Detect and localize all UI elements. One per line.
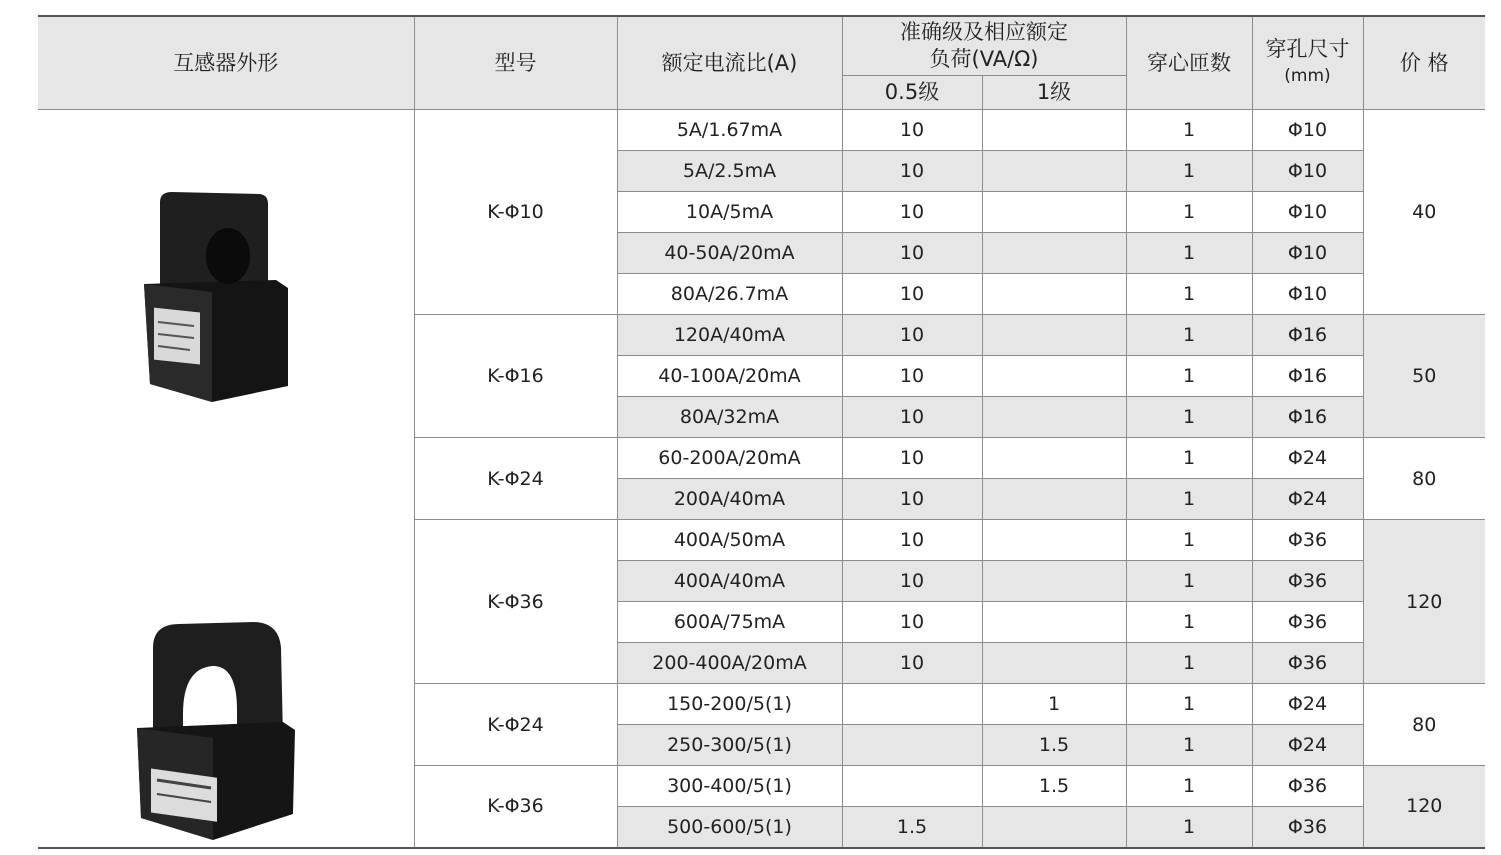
ratio-cell: 500-600/5(1) [617,807,842,848]
product-image-cell [38,110,414,848]
hole-size-cell: Φ36 [1252,766,1363,807]
ratio-cell: 400A/50mA [617,520,842,561]
turns-cell: 1 [1126,397,1252,438]
accuracy-1-cell [982,274,1126,315]
table-row [38,110,1485,151]
turns-cell: 1 [1126,274,1252,315]
hole-size-cell: Φ24 [1252,479,1363,520]
turns-cell: 1 [1126,110,1252,151]
accuracy-1-cell [982,807,1126,848]
ratio-cell: 150-200/5(1) [617,684,842,725]
header-ratio: 额定电流比(A) [617,16,842,110]
hole-size-cell: Φ16 [1252,315,1363,356]
header-accuracy [842,16,1126,76]
hole-size-cell: Φ36 [1252,520,1363,561]
accuracy-1-cell [982,520,1126,561]
hole-size-cell: Φ16 [1252,356,1363,397]
ratio-cell: 120A/40mA [617,315,842,356]
accuracy-05-cell: 10 [842,643,982,684]
model-cell: K-Φ36 [414,520,617,684]
hole-size-cell: Φ36 [1252,561,1363,602]
accuracy-1-cell: 1.5 [982,725,1126,766]
accuracy-1-cell [982,561,1126,602]
ratio-cell: 5A/1.67mA [617,110,842,151]
accuracy-05-cell: 10 [842,110,982,151]
accuracy-1-cell [982,643,1126,684]
hole-size-cell: Φ10 [1252,110,1363,151]
price-cell: 80 [1363,438,1485,520]
large-ct-photo [133,618,303,848]
accuracy-05-cell: 10 [842,438,982,479]
ratio-cell: 300-400/5(1) [617,766,842,807]
header-turns: 穿心匝数 [1126,16,1252,110]
spec-table [38,15,1485,849]
price-cell: 120 [1363,520,1485,684]
hole-size-cell: Φ16 [1252,397,1363,438]
ratio-cell: 40-100A/20mA [617,356,842,397]
model-cell: K-Φ24 [414,438,617,520]
accuracy-1-cell [982,192,1126,233]
small-ct-photo [138,188,298,408]
turns-cell: 1 [1126,356,1252,397]
price-cell: 40 [1363,110,1485,315]
hole-size-cell: Φ24 [1252,438,1363,479]
accuracy-1-cell [982,315,1126,356]
accuracy-1-cell: 1 [982,684,1126,725]
accuracy-05-cell: 10 [842,520,982,561]
ratio-cell: 5A/2.5mA [617,151,842,192]
hole-size-cell: Φ24 [1252,684,1363,725]
accuracy-05-cell: 10 [842,561,982,602]
accuracy-1-cell [982,602,1126,643]
hole-size-cell: Φ36 [1252,807,1363,848]
hole-size-cell: Φ36 [1252,602,1363,643]
accuracy-1-cell [982,356,1126,397]
accuracy-1-cell [982,479,1126,520]
header-model: 型号 [414,16,617,110]
header-shape: 互感器外形 [38,16,414,110]
accuracy-05-cell: 10 [842,233,982,274]
turns-cell: 1 [1126,561,1252,602]
price-cell: 120 [1363,766,1485,848]
turns-cell: 1 [1126,438,1252,479]
ratio-cell: 80A/26.7mA [617,274,842,315]
spec-table-body [38,110,1485,848]
hole-size-cell: Φ24 [1252,725,1363,766]
accuracy-1-cell [982,110,1126,151]
accuracy-05-cell: 10 [842,274,982,315]
turns-cell: 1 [1126,233,1252,274]
turns-cell: 1 [1126,643,1252,684]
accuracy-1-cell [982,438,1126,479]
price-cell: 80 [1363,684,1485,766]
ratio-cell: 10A/5mA [617,192,842,233]
accuracy-05-cell: 1.5 [842,807,982,848]
turns-cell: 1 [1126,315,1252,356]
turns-cell: 1 [1126,602,1252,643]
header-hole [1252,16,1363,110]
accuracy-1-cell: 1.5 [982,766,1126,807]
accuracy-1-cell [982,151,1126,192]
turns-cell: 1 [1126,766,1252,807]
hole-size-cell: Φ10 [1252,274,1363,315]
header-hole-line2: (mm) [1284,66,1331,86]
model-cell: K-Φ24 [414,684,617,766]
turns-cell: 1 [1126,192,1252,233]
accuracy-05-cell: 10 [842,602,982,643]
ratio-cell: 200-400A/20mA [617,643,842,684]
accuracy-05-cell: 10 [842,192,982,233]
ratio-cell: 200A/40mA [617,479,842,520]
hole-size-cell: Φ36 [1252,643,1363,684]
model-cell: K-Φ36 [414,766,617,848]
turns-cell: 1 [1126,807,1252,848]
accuracy-05-cell: 10 [842,356,982,397]
accuracy-05-cell [842,725,982,766]
accuracy-05-cell: 10 [842,479,982,520]
ratio-cell: 400A/40mA [617,561,842,602]
header-price: 价 格 [1363,16,1485,110]
header-accuracy-line1: 准确级及相应额定 [900,20,1068,44]
turns-cell: 1 [1126,725,1252,766]
accuracy-05-cell: 10 [842,397,982,438]
accuracy-05-cell [842,766,982,807]
ratio-cell: 80A/32mA [617,397,842,438]
ratio-cell: 250-300/5(1) [617,725,842,766]
turns-cell: 1 [1126,520,1252,561]
model-cell: K-Φ10 [414,110,617,315]
ratio-cell: 600A/75mA [617,602,842,643]
accuracy-05-cell [842,684,982,725]
hole-size-cell: Φ10 [1252,192,1363,233]
hole-size-cell: Φ10 [1252,233,1363,274]
header-hole-line1: 穿孔尺寸 [1265,37,1350,61]
accuracy-05-cell: 10 [842,315,982,356]
turns-cell: 1 [1126,479,1252,520]
turns-cell: 1 [1126,151,1252,192]
hole-size-cell: Φ10 [1252,151,1363,192]
turns-cell: 1 [1126,684,1252,725]
accuracy-1-cell [982,397,1126,438]
price-cell: 50 [1363,315,1485,438]
header-accuracy-line2: 负荷(VA/Ω) [929,47,1039,71]
header-accuracy-1: 1级 [982,76,1126,110]
ratio-cell: 60-200A/20mA [617,438,842,479]
header-accuracy-05: 0.5级 [842,76,982,110]
accuracy-05-cell: 10 [842,151,982,192]
accuracy-1-cell [982,233,1126,274]
ratio-cell: 40-50A/20mA [617,233,842,274]
spec-table-wrapper [38,15,1485,849]
model-cell: K-Φ16 [414,315,617,438]
